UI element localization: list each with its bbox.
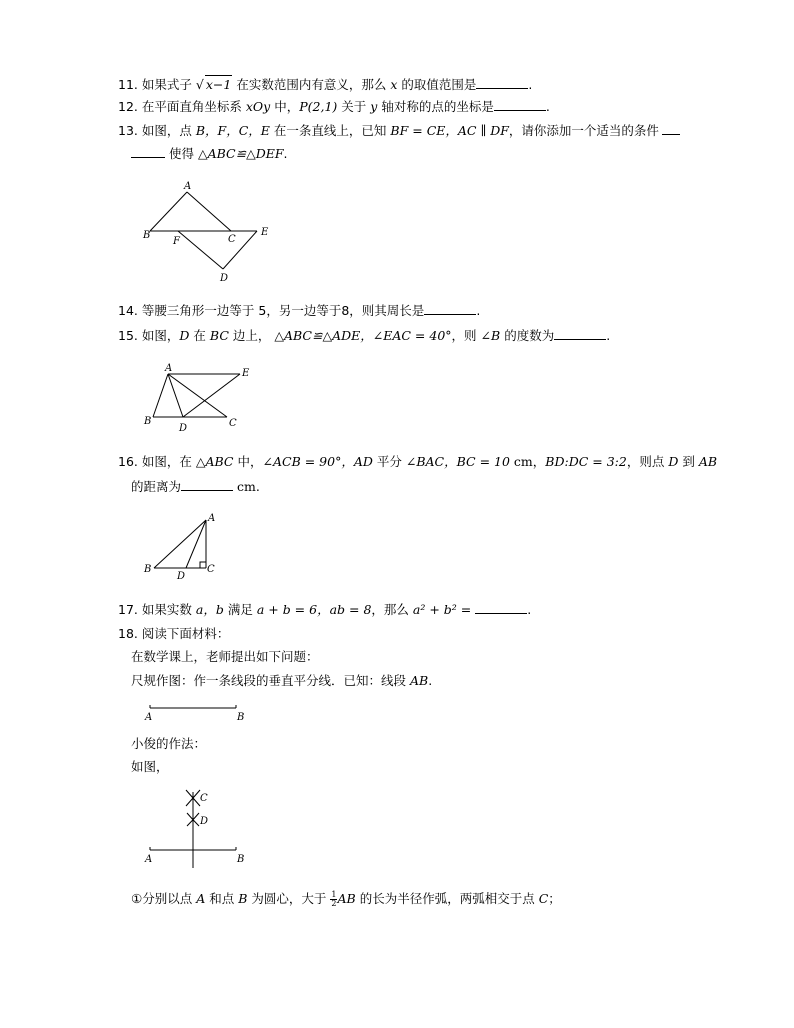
q14-text: 等腰三角形一边等于 bbox=[141, 303, 255, 318]
q18-step-1-point-c: C bbox=[538, 891, 549, 906]
figure-18a-segment bbox=[140, 700, 250, 725]
q16-ratio: BD:DC = 3:2 bbox=[545, 454, 627, 469]
q15-answer-blank[interactable] bbox=[554, 327, 606, 340]
q18-segment-ab: AB bbox=[410, 673, 429, 688]
q16-triangle: △ABC bbox=[195, 454, 234, 469]
figure-18b-construction bbox=[140, 786, 260, 876]
q11-radicand: x−1 bbox=[205, 77, 232, 92]
fig16-label-d: D bbox=[177, 571, 186, 582]
q18-step-1-ab: AB bbox=[337, 891, 356, 906]
radical-sign: √ bbox=[195, 77, 204, 92]
q17-text: 如果实数 bbox=[141, 602, 192, 617]
q18-line-1: 在数学课上，老师提出如下问题： bbox=[131, 649, 319, 664]
q11-number: 11. bbox=[118, 77, 138, 92]
fig15-label-a: A bbox=[165, 363, 173, 374]
q11-text-2: 在实数范围内有意义，那么 bbox=[236, 77, 387, 92]
figure-16 bbox=[142, 512, 227, 582]
fig15-label-e: E bbox=[242, 368, 250, 379]
q17-vars: a，b bbox=[195, 602, 224, 617]
fig13-label-e: E bbox=[261, 227, 269, 238]
q16-end: . bbox=[255, 479, 260, 494]
q18-number: 18. bbox=[118, 626, 138, 641]
q15-text-5: 的度数为 bbox=[504, 328, 555, 343]
q15-given: △ABC≌△ADE，∠EAC = 40° bbox=[274, 328, 452, 343]
q16-answer-blank[interactable] bbox=[181, 478, 233, 491]
q12-text-2: 中， bbox=[274, 99, 300, 114]
fig16-label-b: B bbox=[144, 564, 152, 575]
fig18b-label-b: B bbox=[237, 854, 245, 865]
q15-angle: ∠B bbox=[480, 328, 501, 343]
q14-number: 14. bbox=[118, 303, 138, 318]
fig13-label-f: F bbox=[173, 236, 180, 247]
q16-point-d: D bbox=[668, 454, 679, 469]
fig16-label-c: C bbox=[207, 564, 215, 575]
fig16-label-a: A bbox=[208, 513, 216, 524]
q12-number: 12. bbox=[118, 99, 138, 114]
q11-end: . bbox=[528, 77, 533, 92]
q13-points: B，F，C，E bbox=[195, 123, 270, 138]
q17-number: 17. bbox=[118, 602, 138, 617]
fig15-line-de bbox=[183, 374, 240, 417]
q15-text-2: 在 bbox=[193, 328, 206, 343]
q11-text: 如果式子 bbox=[141, 77, 192, 92]
q13-given: BF = CE，AC ∥ DF bbox=[390, 123, 509, 138]
q14-text-3: ，则其周长是 bbox=[349, 303, 425, 318]
fig13-label-c: C bbox=[228, 234, 236, 245]
q13-text-2: 在一条直线上，已知 bbox=[273, 123, 387, 138]
q13-answer-blank-b[interactable] bbox=[131, 145, 165, 158]
q17-answer-blank[interactable] bbox=[475, 601, 527, 614]
q11-var: x bbox=[390, 77, 398, 92]
q13-end: . bbox=[283, 146, 288, 161]
question-15 bbox=[118, 327, 610, 345]
q14-text-2: ，另一边等于 bbox=[266, 303, 342, 318]
q13-congruence: △ABC≌△DEF bbox=[197, 146, 284, 161]
fig16-line-ad bbox=[186, 520, 206, 568]
fig15-line-ad bbox=[168, 374, 183, 417]
q13-text-3: ，请你添加一个适当的条件 bbox=[508, 123, 659, 138]
q18-step-1-text-4: 的长为半径作弧，两弧相交于点 bbox=[359, 891, 535, 906]
q14-end: . bbox=[476, 303, 481, 318]
figure-15 bbox=[143, 362, 263, 437]
q16-cond: ∠ACB = 90°，AD bbox=[262, 454, 373, 469]
fig18b-label-d: D bbox=[200, 816, 209, 827]
fig13-line-fd bbox=[178, 231, 223, 269]
q12-answer-blank[interactable] bbox=[494, 98, 546, 111]
q16-text-3: 平分 bbox=[376, 454, 402, 469]
fig15-line-ab bbox=[153, 374, 168, 417]
fig15-label-d: D bbox=[179, 423, 188, 434]
q17-text-3: ，那么 bbox=[371, 602, 409, 617]
q12-text: 在平面直角坐标系 bbox=[141, 99, 242, 114]
q13-answer-blank-a[interactable] bbox=[662, 122, 680, 135]
q13-number: 13. bbox=[118, 123, 138, 138]
q18-step-1-point-a: A bbox=[196, 891, 206, 906]
q12-end: . bbox=[545, 99, 550, 114]
q15-number: 15. bbox=[118, 328, 138, 343]
q18-step-1-text-2: 和点 bbox=[209, 891, 235, 906]
question-16 bbox=[118, 453, 717, 471]
q14-value-1: 5 bbox=[258, 303, 267, 318]
q15-text: 如图， bbox=[141, 328, 180, 343]
q12-text-3: 关于 bbox=[341, 99, 367, 114]
fig18b-label-c: C bbox=[200, 793, 208, 804]
q16-text-6: 到 bbox=[682, 454, 695, 469]
q18-line-4: 如图， bbox=[131, 759, 169, 774]
q16-unit-2: cm bbox=[237, 479, 256, 494]
fig18a-label-b: B bbox=[237, 712, 245, 723]
q16-number: 16. bbox=[118, 454, 138, 469]
q12-y: y bbox=[370, 99, 378, 114]
fig13-label-b: B bbox=[143, 230, 151, 241]
q17-end: . bbox=[527, 602, 532, 617]
q18-line-2 bbox=[131, 672, 432, 690]
q14-answer-blank[interactable] bbox=[424, 302, 476, 315]
q17-expression: a² + b² = bbox=[412, 602, 472, 617]
q18-title: 阅读下面材料： bbox=[141, 626, 230, 641]
figure-13 bbox=[140, 180, 280, 285]
q16-unit-1: cm bbox=[513, 454, 533, 469]
fraction-denominator: 2 bbox=[331, 899, 337, 908]
q15-bc: BC bbox=[209, 328, 229, 343]
q16-ab: AB bbox=[698, 454, 718, 469]
q15-d: D bbox=[179, 328, 190, 343]
fig15-label-c: C bbox=[229, 418, 237, 429]
q12-point: P(2,1) bbox=[299, 99, 338, 114]
q11-text-3: 的取值范围是 bbox=[401, 77, 477, 92]
q18-step-1 bbox=[131, 890, 561, 908]
q16-text: 如图，在 bbox=[141, 454, 192, 469]
q13-text-4: 使得 bbox=[168, 146, 194, 161]
q18-step-1-text: ①分别以点 bbox=[131, 891, 193, 906]
question-13-cont bbox=[131, 145, 288, 163]
q16-text-7: 的距离为 bbox=[131, 479, 182, 494]
question-17 bbox=[118, 601, 531, 619]
q15-text-4: ，则 bbox=[451, 328, 477, 343]
fig13-line-ac bbox=[187, 192, 231, 231]
fig13-label-a: A bbox=[184, 181, 192, 192]
question-14 bbox=[118, 302, 480, 320]
q11-answer-blank[interactable] bbox=[476, 76, 528, 89]
fig18b-label-a: A bbox=[145, 854, 153, 865]
q17-conditions: a + b = 6，ab = 8 bbox=[256, 602, 372, 617]
q15-end: . bbox=[606, 328, 611, 343]
q18-step-1-end: ； bbox=[548, 891, 561, 906]
question-16-cont bbox=[131, 478, 260, 496]
fig13-line-ab bbox=[150, 192, 187, 231]
q18-line-3: 小俊的作法： bbox=[131, 736, 207, 751]
q18-step-1-point-b: B bbox=[238, 891, 248, 906]
q15-text-3: 边上， bbox=[232, 328, 271, 343]
q17-text-2: 满足 bbox=[227, 602, 253, 617]
fig13-label-d: D bbox=[220, 273, 229, 284]
q16-text-5: ，则点 bbox=[626, 454, 665, 469]
q16-text-4: ， bbox=[532, 454, 546, 469]
q14-value-2: 8 bbox=[341, 303, 350, 318]
q12-text-4: 轴对称的点的坐标是 bbox=[381, 99, 494, 114]
question-11 bbox=[118, 75, 532, 94]
fig15-label-b: B bbox=[144, 416, 152, 427]
fig15-line-ac bbox=[168, 374, 227, 417]
q16-text-2: 中， bbox=[237, 454, 263, 469]
question-13 bbox=[118, 122, 680, 140]
fig18a-label-a: A bbox=[145, 712, 153, 723]
q16-bac: ∠BAC，BC = 10 bbox=[405, 454, 510, 469]
q18-line-2-text: 尺规作图：作一条线段的垂直平分线．已知：线段 bbox=[131, 673, 407, 688]
fig16-right-angle-mark bbox=[200, 562, 206, 568]
question-18 bbox=[118, 625, 229, 643]
fraction-numerator: 1 bbox=[331, 890, 337, 899]
q18-line-2-end: . bbox=[428, 673, 433, 688]
q18-step-1-text-3: 为圆心，大于 bbox=[251, 891, 327, 906]
q13-text: 如图，点 bbox=[141, 123, 192, 138]
fig16-line-ab bbox=[154, 520, 206, 568]
question-12 bbox=[118, 98, 550, 116]
q12-xoy: xOy bbox=[245, 99, 271, 114]
